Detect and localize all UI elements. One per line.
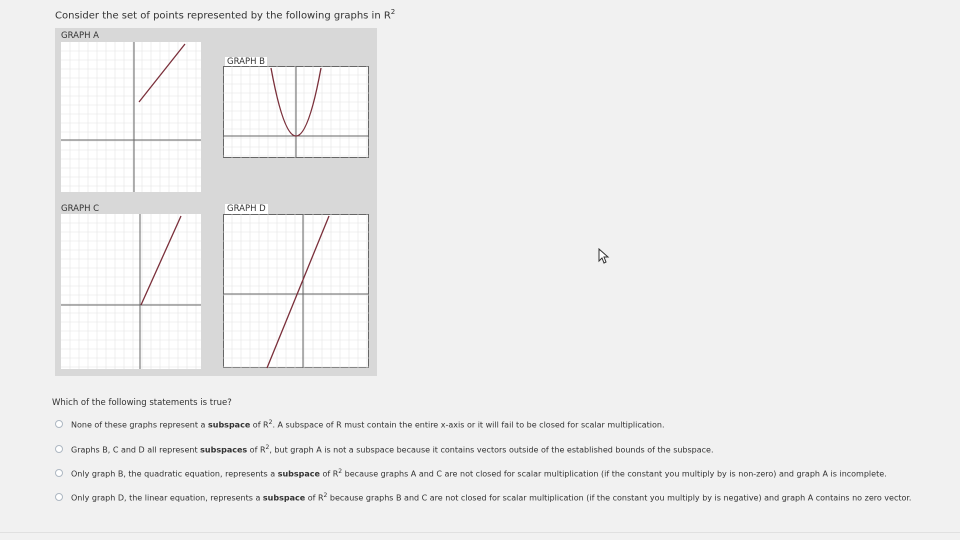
answer-option-2[interactable] [55,444,714,455]
graph-b-plot [223,66,369,158]
option-2-text: Graphs B, C and D all represent subspaces of $R^2$, but graph A is not a subspace because it contains vectors outside of the established bounds of the subspace. [71,444,714,455]
graph-c-plot [61,214,201,369]
graphs-panel [55,28,377,376]
option-1-text: None of these graphs represent a subspace of $R^2$. A subspace of R must contain the entire x-axis or it will fail to be closed for scalar multiplication. [71,419,665,430]
question-title [55,8,395,21]
option-3-text: Only graph B, the quadratic equation, represents a subspace of $R^2$ because graphs A and C are not closed for scalar multiplication (if the constant you multiply by is non-zero) and graph A is incomplete. [71,468,887,479]
question-text: Which of the following statements is true? [52,398,232,408]
graph-d-label: GRAPH D [227,204,266,214]
question-title-sup: 2 [390,8,396,16]
answer-option-1[interactable] [55,419,665,430]
mouse-cursor-icon [598,248,610,264]
question-title-text: Consider the set of points represented by the following graphs in R [55,10,391,22]
graph-b-label: GRAPH B [227,57,266,67]
answer-option-3[interactable] [55,468,887,479]
option-4-text: Only graph D, the linear equation, represents a subspace of $R^2$ because graphs B and C are not closed for scalar multiplication (if the constant you multiply by is negative) and graph A contains no zero vector. [71,492,912,503]
radio-button[interactable] [55,420,63,428]
graph-a-label: GRAPH A [61,31,99,41]
graph-c-label: GRAPH C [61,204,100,214]
radio-button[interactable] [55,493,63,501]
radio-button[interactable] [55,445,63,453]
answer-option-4[interactable] [55,492,911,503]
divider [0,532,960,533]
graph-d-plot [223,214,369,368]
radio-button[interactable] [55,469,63,477]
graph-a-plot [61,42,201,192]
